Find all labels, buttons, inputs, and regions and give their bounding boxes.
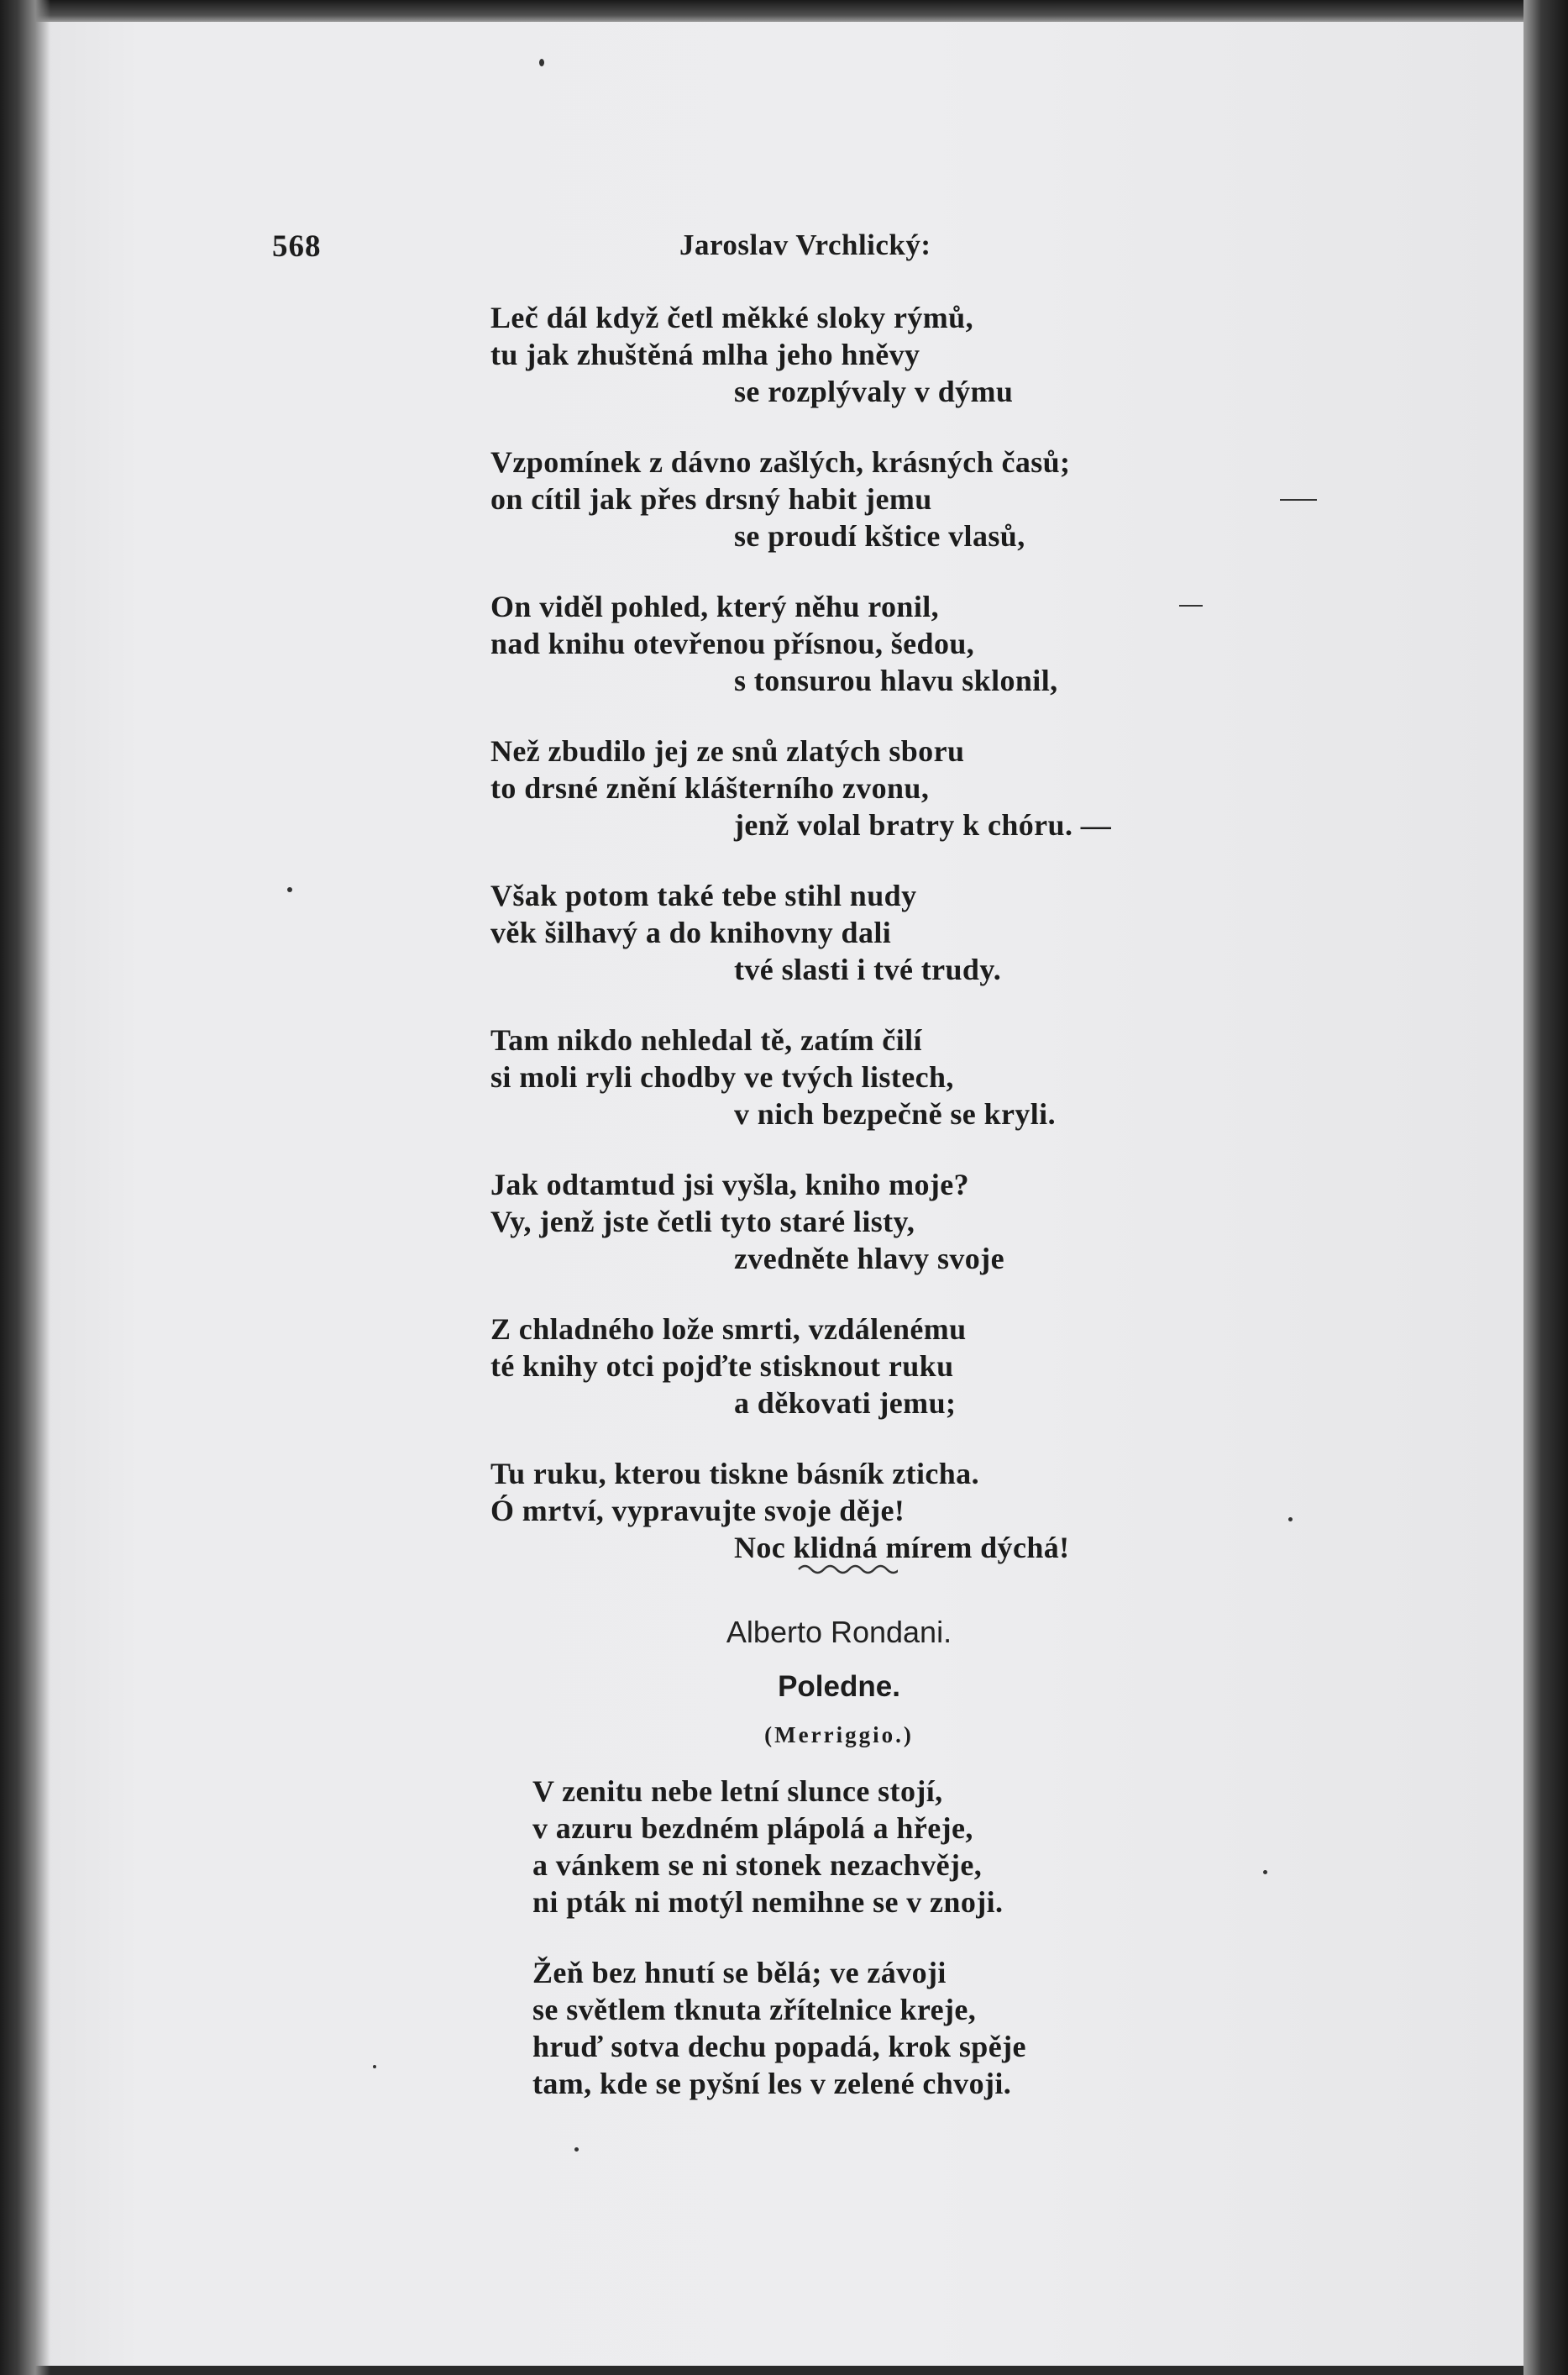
- paper-speck: [1288, 1517, 1293, 1521]
- verse-line: Vzpomínek z dávno zašlých, krásných časů;: [490, 445, 1071, 479]
- stanza: [490, 588, 1246, 699]
- paper-speck: [539, 59, 544, 66]
- section-title: Poledne.: [778, 1670, 900, 1703]
- verse-line-indented: se rozplývaly v dýmu: [734, 375, 1014, 408]
- section-author: Alberto Rondani.: [726, 1615, 952, 1649]
- stanza: [490, 1166, 1246, 1277]
- paper-speck: [1263, 1870, 1267, 1874]
- page-top-edge: [0, 0, 1568, 22]
- book-page: [20, 22, 1523, 2366]
- poem-continuation: [490, 299, 1246, 1600]
- running-head-author: Jaroslav Vrchlický:: [679, 229, 931, 261]
- paper-speck: [1179, 605, 1203, 607]
- stanza: [490, 877, 1246, 988]
- verse-line-indented: Noc klidná mírem dýchá!: [734, 1531, 1070, 1564]
- sonnet: [532, 1773, 1288, 2136]
- stanza: [490, 444, 1246, 554]
- verse-line: a vánkem se ni stonek nezachvěje,: [532, 1848, 983, 1882]
- verse-line-indented: tvé slasti i tvé trudy.: [734, 953, 1002, 986]
- verse-line: se světlem tknuta zřítelnice kreje,: [532, 1993, 977, 2026]
- verse-line-indented: zvedněte hlavy svoje: [734, 1242, 1004, 1275]
- stanza: [532, 1773, 1288, 1920]
- verse-line: nad knihu otevřenou přísnou, šedou,: [490, 627, 975, 660]
- verse-line: té knihy otci pojďte stisknout ruku: [490, 1349, 954, 1383]
- verse-line: Tam nikdo nehledal tě, zatím čilí: [490, 1023, 922, 1057]
- section-subtitle: (Merriggio.): [764, 1722, 914, 1747]
- verse-line: to drsné znění klášterního zvonu,: [490, 771, 930, 805]
- verse-line: Tu ruku, kterou tiskne básník zticha.: [490, 1457, 979, 1490]
- verse-line-indented: s tonsurou hlavu sklonil,: [734, 664, 1058, 697]
- verse-line: V zenitu nebe letní slunce stojí,: [532, 1774, 943, 1808]
- verse-line: tam, kde se pyšní les v zelené chvoji.: [532, 2067, 1012, 2100]
- verse-line: Ó mrtví, vypravujte svoje děje!: [490, 1494, 905, 1527]
- verse-line: Z chladného lože smrti, vzdálenému: [490, 1312, 967, 1346]
- stanza: [490, 733, 1246, 843]
- verse-line: Žeň bez hnutí se bělá; ve závoji: [532, 1956, 947, 1989]
- stanza: [490, 1455, 1246, 1566]
- page-right-edge: [1523, 0, 1568, 2375]
- verse-line: Než zbudilo jej ze snů zlatých sboru: [490, 734, 965, 768]
- verse-line: Leč dál když četl měkké sloky rýmů,: [490, 301, 973, 334]
- paper-speck: [287, 887, 292, 892]
- verse-line: ni pták ni motýl nemihne se v znoji.: [532, 1885, 1004, 1919]
- book-spine-shadow: [0, 0, 50, 2375]
- verse-line-indented: v nich bezpečně se kryli.: [734, 1097, 1056, 1131]
- verse-line: hruď sotva dechu popadá, krok spěje: [532, 2030, 1026, 2063]
- stanza: [490, 1022, 1246, 1132]
- verse-line: Jak odtamtud jsi vyšla, kniho moje?: [490, 1168, 970, 1201]
- verse-line: věk šilhavý a do knihovny dali: [490, 916, 892, 949]
- stanza: [490, 299, 1246, 410]
- verse-line: si moli ryli chodby ve tvých listech,: [490, 1060, 954, 1094]
- wavy-divider-ornament: [797, 1561, 898, 1578]
- stanza: [532, 1954, 1288, 2102]
- verse-line: On viděl pohled, který něhu ronil,: [490, 590, 940, 623]
- paper-speck: [1280, 499, 1317, 501]
- paper-speck: [574, 2147, 579, 2152]
- verse-line: tu jak zhuštěná mlha jeho hněvy: [490, 338, 920, 371]
- paper-speck: [373, 2065, 376, 2068]
- verse-line-indented: jenž volal bratry k chóru. —: [734, 808, 1112, 842]
- verse-line: Však potom také tebe stihl nudy: [490, 879, 917, 912]
- verse-line: v azuru bezdném plápolá a hřeje,: [532, 1811, 973, 1845]
- page-number: 568: [272, 229, 322, 264]
- verse-line: on cítil jak přes drsný habit jemu: [490, 482, 932, 516]
- verse-line-indented: a děkovati jemu;: [734, 1386, 957, 1420]
- verse-line: Vy, jenž jste četli tyto staré listy,: [490, 1205, 915, 1238]
- running-head: [20, 229, 1523, 271]
- stanza: [490, 1311, 1246, 1421]
- verse-line-indented: se proudí kštice vlasů,: [734, 519, 1025, 553]
